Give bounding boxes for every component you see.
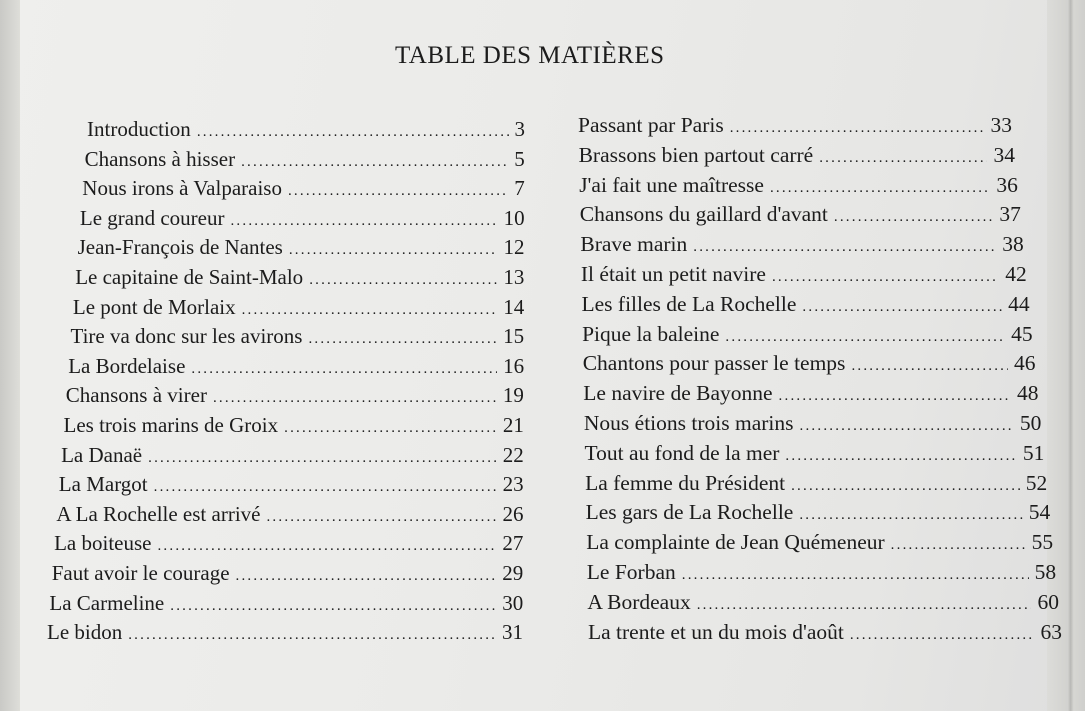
toc-entry — [66, 382, 524, 408]
toc-leader-dots — [157, 533, 496, 559]
toc-entry-title: Le bidon — [47, 620, 123, 645]
toc-entry — [75, 264, 524, 290]
toc-entry-page: 33 — [990, 113, 1012, 137]
toc-entry — [585, 440, 1045, 466]
toc-entry-page: 7 — [514, 176, 525, 201]
toc-entry — [49, 590, 523, 616]
toc-entry-page: 50 — [1019, 411, 1042, 435]
toc-entry — [585, 470, 1047, 496]
toc-leader-dots — [834, 204, 994, 230]
toc-entry-page: 46 — [1013, 351, 1036, 376]
toc-entry-page: 38 — [1002, 232, 1024, 257]
toc-leader-dots — [242, 297, 498, 323]
toc-entry-title: Les trois marins de Groix — [63, 413, 279, 437]
toc-entry-page: 63 — [1040, 619, 1062, 644]
toc-entry-page: 52 — [1025, 470, 1048, 495]
toc-entry — [579, 142, 1015, 168]
toc-leader-dots — [785, 443, 1016, 469]
toc-leader-dots — [819, 145, 987, 171]
toc-entry-page: 26 — [502, 501, 524, 526]
toc-entry — [587, 559, 1056, 585]
toc-leader-dots — [236, 563, 497, 589]
toc-entry — [64, 412, 524, 438]
toc-entry — [588, 619, 1062, 645]
toc-leader-dots — [725, 324, 1005, 350]
toc-entry-title: La Bordelaise — [68, 353, 186, 378]
toc-entry-title: Le capitaine de Saint-Malo — [75, 265, 304, 289]
toc-leader-dots — [197, 119, 509, 145]
toc-entry-page: 30 — [502, 590, 524, 615]
toc-entry — [61, 442, 524, 468]
toc-leader-dots — [213, 385, 497, 411]
toc-entry-title: Nous étions trois marins — [583, 411, 794, 435]
toc-entry — [56, 501, 523, 527]
toc-entry-title: Il était un petit navire — [580, 262, 766, 286]
toc-leader-dots — [170, 593, 496, 619]
toc-entry — [581, 261, 1027, 287]
toc-entry-page: 16 — [503, 353, 525, 378]
toc-leader-dots — [770, 175, 990, 201]
toc-entry-title: Les gars de La Rochelle — [585, 500, 794, 525]
toc-entry-title: Le pont de Morlaix — [72, 294, 236, 319]
toc-entry-page: 13 — [503, 265, 525, 289]
toc-entry — [586, 529, 1053, 555]
toc-leader-dots — [850, 622, 1035, 648]
page-edge-left — [0, 0, 20, 711]
toc-leader-dots — [154, 474, 497, 500]
toc-entry-title: Le grand coureur — [79, 205, 225, 230]
toc-leader-dots — [779, 383, 1011, 409]
toc-entry — [47, 619, 523, 645]
toc-entry-page: 27 — [502, 531, 524, 556]
toc-entry-page: 15 — [503, 324, 525, 349]
toc-entry-title: J'ai fait une maîtresse — [579, 172, 764, 197]
toc-entry-title: Tout au fond de la mer — [584, 440, 780, 465]
toc-leader-dots — [284, 415, 497, 441]
toc-leader-dots — [791, 473, 1020, 499]
toc-entry — [579, 172, 1018, 198]
toc-entry — [73, 294, 524, 320]
toc-entry-page: 54 — [1028, 500, 1051, 525]
toc-entry — [82, 175, 525, 201]
toc-leader-dots — [682, 562, 1029, 588]
toc-entry-page: 3 — [514, 117, 525, 141]
toc-leader-dots — [802, 294, 1002, 320]
toc-leader-dots — [891, 532, 1026, 558]
toc-entry-title: Tire va donc sur les avirons — [70, 324, 303, 349]
toc-entry-title: A Bordeaux — [587, 589, 691, 614]
toc-entry-page: 21 — [502, 413, 524, 437]
page-title: TABLE DES MATIÈRES — [395, 42, 665, 69]
toc-entry-title: Introduction — [87, 117, 191, 141]
toc-entry — [78, 234, 525, 260]
toc-entry-title: Chansons à hisser — [84, 146, 236, 171]
toc-entry — [580, 231, 1023, 257]
toc-leader-dots — [230, 208, 497, 234]
toc-entry — [59, 471, 524, 497]
toc-leader-dots — [241, 149, 508, 175]
toc-entry — [582, 321, 1033, 347]
toc-entry-title: La Carmeline — [49, 590, 165, 615]
toc-leader-dots — [697, 592, 1032, 618]
toc-entry-title: Le Forban — [586, 560, 676, 584]
toc-entry — [80, 205, 525, 231]
toc-entry — [584, 410, 1042, 436]
toc-entry-title: La femme du Président — [585, 470, 786, 495]
toc-entry-page: 37 — [999, 202, 1021, 227]
toc-entry-page: 48 — [1016, 381, 1039, 406]
toc-entry-title: Brassons bien partout carré — [578, 142, 814, 167]
toc-entry — [578, 112, 1012, 138]
toc-leader-dots — [191, 356, 497, 382]
toc-leader-dots — [128, 622, 496, 648]
toc-leader-dots — [693, 234, 996, 260]
toc-entry-title: La trente et un du mois d'août — [588, 619, 844, 644]
toc-entry-page: 29 — [502, 561, 524, 585]
toc-entry-title: La complainte de Jean Quémeneur — [586, 530, 885, 555]
toc-entry-page: 44 — [1008, 291, 1030, 316]
toc-entry-page: 51 — [1022, 440, 1045, 465]
toc-entry-title: La Danaë — [61, 442, 143, 467]
toc-entry-page: 31 — [502, 620, 523, 645]
toc-entry-page: 34 — [993, 142, 1015, 167]
toc-entry — [587, 589, 1059, 615]
toc-entry-page: 19 — [502, 383, 524, 408]
toc-leader-dots — [288, 178, 508, 204]
toc-entry-title: Passant par Paris — [578, 113, 724, 137]
toc-entry-title: Brave marin — [580, 232, 688, 257]
toc-leader-dots — [851, 353, 1008, 379]
toc-entry — [85, 146, 525, 172]
toc-entry-title: La boiteuse — [54, 531, 152, 556]
toc-entry — [52, 560, 524, 586]
toc-entry — [586, 499, 1051, 525]
toc-entry-page: 22 — [502, 442, 524, 467]
toc-entry-page: 55 — [1031, 530, 1054, 555]
toc-entry — [71, 323, 525, 349]
toc-entry — [68, 353, 524, 379]
toc-leader-dots — [289, 237, 498, 263]
toc-entry-page: 23 — [502, 472, 524, 497]
toc-entry — [583, 380, 1038, 406]
toc-entry-title: A La Rochelle est arrivé — [56, 501, 261, 526]
toc-entry-title: La Margot — [58, 472, 148, 497]
toc-entry-title: Nous irons à Valparaiso — [82, 176, 282, 201]
toc-entry-page: 45 — [1011, 321, 1033, 346]
toc-leader-dots — [730, 115, 985, 141]
toc-leader-dots — [309, 267, 497, 293]
toc-entry-title: Jean-François de Nantes — [77, 235, 283, 260]
toc-leader-dots — [308, 326, 497, 352]
toc-leader-dots — [266, 504, 496, 530]
toc-entry-page: 60 — [1037, 589, 1059, 614]
toc-entry-page: 5 — [514, 146, 525, 171]
toc-entry-page: 42 — [1005, 262, 1027, 286]
toc-entry-title: Chantons pour passer le temps — [582, 351, 846, 376]
toc-entry-page: 58 — [1034, 560, 1057, 584]
toc-entry — [580, 201, 1021, 227]
toc-entry-title: Le navire de Bayonne — [583, 381, 773, 406]
toc-entry-title: Pique la baleine — [582, 321, 720, 346]
toc-leader-dots — [772, 264, 999, 290]
toc-entry-title: Chansons à virer — [65, 383, 207, 408]
toc-entry-page: 10 — [503, 205, 525, 230]
toc-entry — [582, 291, 1030, 317]
toc-entry-page: 12 — [503, 235, 525, 260]
toc-entry-title: Faut avoir le courage — [51, 561, 230, 585]
toc-leader-dots — [148, 445, 497, 471]
toc-entry — [87, 116, 525, 142]
toc-entry — [54, 530, 523, 556]
toc-entry-page: 14 — [503, 294, 525, 319]
toc-entry-page: 36 — [996, 172, 1018, 197]
toc-leader-dots — [799, 502, 1022, 528]
toc-leader-dots — [800, 413, 1014, 439]
toc-entry — [583, 350, 1036, 376]
toc-entry-title: Chansons du gaillard d'avant — [579, 202, 828, 227]
toc-entry-title: Les filles de La Rochelle — [581, 291, 797, 316]
